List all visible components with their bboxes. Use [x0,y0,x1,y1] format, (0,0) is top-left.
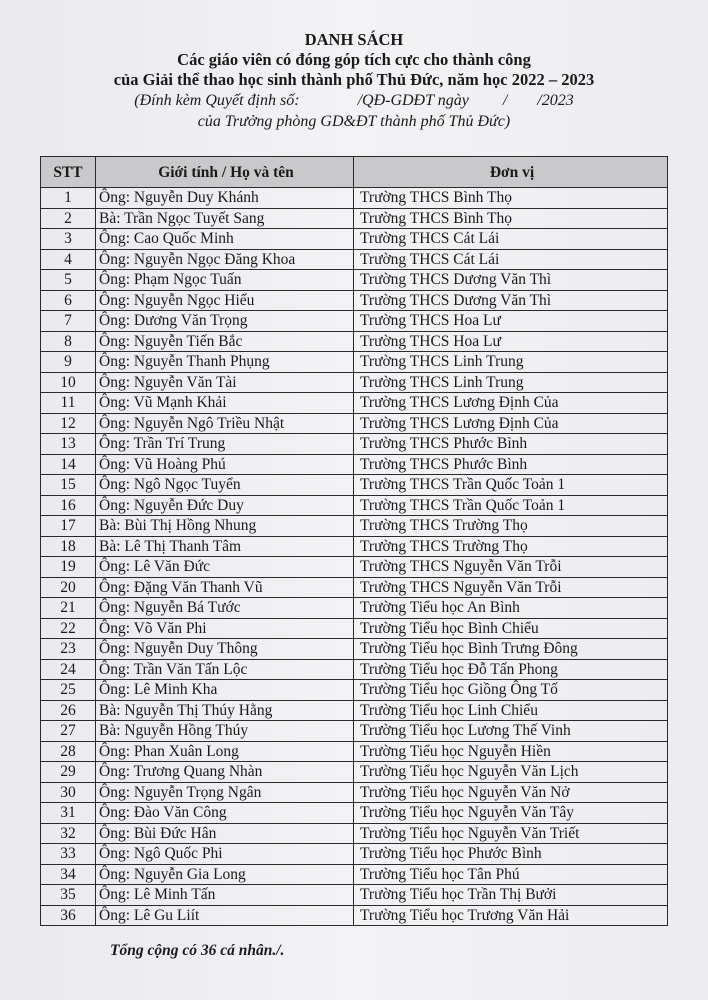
table-row [41,864,668,885]
row-name: Ông: Ngô Ngọc Tuyển [96,475,354,496]
row-unit: Trường Tiểu học Trương Văn Hải [354,905,668,926]
row-name: Ông: Nguyễn Duy Khánh [96,188,354,209]
row-stt: 13 [41,434,96,455]
table-row [41,762,668,783]
row-name: Ông: Nguyễn Ngọc Đăng Khoa [96,249,354,270]
row-name: Ông: Trương Quang Nhàn [96,762,354,783]
row-stt: 9 [41,352,96,373]
table-row [41,413,668,434]
row-stt: 24 [41,659,96,680]
row-name: Ông: Đặng Văn Thanh Vũ [96,577,354,598]
row-name: Bà: Bùi Thị Hồng Nhung [96,516,354,537]
row-stt: 34 [41,864,96,885]
table-row [41,680,668,701]
row-unit: Trường THCS Dương Văn Thì [354,290,668,311]
table-row [41,721,668,742]
row-name: Ông: Lê Gu Liít [96,905,354,926]
table-row [41,885,668,906]
row-unit: Trường Tiểu học Lương Thế Vinh [354,721,668,742]
issuer-line: của Trưởng phòng GD&ĐT thành phố Thủ Đức) [197,113,511,130]
table-row [41,290,668,311]
row-name: Ông: Nguyễn Ngọc Hiếu [96,290,354,311]
row-name: Ông: Nguyễn Bá Tước [96,598,354,619]
row-stt: 22 [41,618,96,639]
row-stt: 30 [41,782,96,803]
row-unit: Trường Tiểu học Bình Trưng Đông [354,639,668,660]
table-row [41,618,668,639]
row-name: Ông: Trần Văn Tấn Lộc [96,659,354,680]
table-row [41,270,668,291]
row-name: Ông: Nguyễn Gia Long [96,864,354,885]
row-stt: 7 [41,311,96,332]
row-name: Bà: Trần Ngọc Tuyết Sang [96,208,354,229]
row-unit: Trường Tiểu học Bình Chiểu [354,618,668,639]
table-row [41,454,668,475]
row-stt: 31 [41,803,96,824]
decision-reference-prefix: (Đính kèm Quyết định số: [134,92,300,109]
table-row [41,516,668,537]
row-unit: Trường Tiểu học Nguyễn Hiền [354,741,668,762]
row-name: Ông: Nguyễn Trọng Ngân [96,782,354,803]
row-stt: 16 [41,495,96,516]
table-row [41,803,668,824]
row-unit: Trường Tiểu học Phước Bình [354,844,668,865]
row-stt: 8 [41,331,96,352]
row-name: Bà: Nguyễn Thị Thúy Hằng [96,700,354,721]
row-unit: Trường THCS Cát Lái [354,229,668,250]
row-stt: 11 [41,393,96,414]
row-unit: Trường Tiểu học Trần Thị Bưởi [354,885,668,906]
table-row [41,352,668,373]
row-stt: 18 [41,536,96,557]
row-stt: 14 [41,454,96,475]
table-row [41,208,668,229]
row-stt: 12 [41,413,96,434]
row-name: Ông: Đào Văn Công [96,803,354,824]
row-name: Ông: Phạm Ngọc Tuấn [96,270,354,291]
header-name: Giới tính / Họ và tên [96,157,354,188]
row-name: Ông: Lê Văn Đức [96,557,354,578]
row-unit: Trường Tiểu học Nguyễn Văn Lịch [354,762,668,783]
row-stt: 10 [41,372,96,393]
row-unit: Trường Tiểu học Linh Chiểu [354,700,668,721]
decision-reference [0,90,708,111]
table-row [41,475,668,496]
row-unit: Trường THCS Lương Định Của [354,393,668,414]
table-row [41,782,668,803]
table-header-row [41,157,668,188]
row-name: Ông: Võ Văn Phi [96,618,354,639]
document-subtitle-line-1: Các giáo viên có đóng góp tích cực cho thành công [177,50,531,69]
row-stt: 35 [41,885,96,906]
row-stt: 6 [41,290,96,311]
row-unit: Trường Tiểu học Nguyễn Văn Triết [354,823,668,844]
document-header [0,30,708,132]
row-unit: Trường THCS Trần Quốc Toản 1 [354,475,668,496]
table-body [41,188,668,926]
row-name: Ông: Lê Minh Kha [96,680,354,701]
document-subtitle-line-2: của Giải thể thao học sinh thành phố Thủ Đức, năm học 2022 – 2023 [113,70,595,89]
row-unit: Trường THCS Cát Lái [354,249,668,270]
row-stt: 33 [41,844,96,865]
row-name: Bà: Nguyễn Hồng Thúy [96,721,354,742]
table-row [41,188,668,209]
document-title: DANH SÁCH [304,30,404,49]
row-name: Ông: Nguyễn Thanh Phụng [96,352,354,373]
header-unit: Đơn vị [354,157,668,188]
row-unit: Trường THCS Nguyễn Văn Trỗi [354,577,668,598]
row-name: Ông: Cao Quốc Minh [96,229,354,250]
row-name: Ông: Bùi Đức Hân [96,823,354,844]
row-name: Ông: Nguyễn Tiến Bắc [96,331,354,352]
row-unit: Trường THCS Bình Thọ [354,188,668,209]
row-unit: Trường THCS Nguyễn Văn Trỗi [354,557,668,578]
row-stt: 27 [41,721,96,742]
row-unit: Trường THCS Dương Văn Thì [354,270,668,291]
table-row [41,577,668,598]
row-stt: 26 [41,700,96,721]
teacher-list-table [40,156,668,926]
table-row [41,700,668,721]
row-stt: 1 [41,188,96,209]
table-row [41,659,668,680]
row-unit: Trường THCS Lương Định Của [354,413,668,434]
table-row [41,823,668,844]
row-name: Ông: Vũ Mạnh Khải [96,393,354,414]
table-row [41,393,668,414]
row-name: Ông: Lê Minh Tấn [96,885,354,906]
row-unit: Trường THCS Phước Bình [354,434,668,455]
table-row [41,905,668,926]
row-unit: Trường THCS Linh Trung [354,352,668,373]
row-name: Ông: Dương Văn Trọng [96,311,354,332]
table-row [41,844,668,865]
row-stt: 2 [41,208,96,229]
row-stt: 3 [41,229,96,250]
row-stt: 29 [41,762,96,783]
table-row [41,639,668,660]
row-name: Ông: Trần Trí Trung [96,434,354,455]
row-stt: 36 [41,905,96,926]
row-stt: 5 [41,270,96,291]
row-unit: Trường Tiểu học Tân Phú [354,864,668,885]
row-stt: 28 [41,741,96,762]
decision-reference-year: /2023 [537,92,574,109]
row-unit: Trường Tiểu học Giồng Ông Tố [354,680,668,701]
table-row [41,495,668,516]
table-row [41,741,668,762]
row-unit: Trường Tiểu học Nguyễn Văn Nở [354,782,668,803]
row-stt: 21 [41,598,96,619]
row-stt: 17 [41,516,96,537]
row-stt: 15 [41,475,96,496]
table-row [41,557,668,578]
row-unit: Trường THCS Hoa Lư [354,331,668,352]
row-name: Ông: Vũ Hoàng Phú [96,454,354,475]
row-unit: Trường Tiểu học Nguyễn Văn Tây [354,803,668,824]
table-row [41,598,668,619]
row-stt: 19 [41,557,96,578]
row-unit: Trường Tiểu học An Bình [354,598,668,619]
table-row [41,229,668,250]
total-summary: Tổng cộng có 36 cá nhân./. [110,942,285,959]
row-name: Ông: Nguyễn Đức Duy [96,495,354,516]
row-unit: Trường THCS Phước Bình [354,454,668,475]
row-unit: Trường THCS Trần Quốc Toản 1 [354,495,668,516]
row-unit: Trường THCS Trường Thọ [354,536,668,557]
header-stt: STT [41,157,96,188]
row-name: Ông: Nguyễn Ngô Triều Nhật [96,413,354,434]
row-name: Ông: Ngô Quốc Phi [96,844,354,865]
row-unit: Trường THCS Linh Trung [354,372,668,393]
row-stt: 32 [41,823,96,844]
row-unit: Trường THCS Trường Thọ [354,516,668,537]
table-row [41,372,668,393]
decision-reference-slash: / [502,92,508,109]
table-row [41,536,668,557]
row-unit: Trường THCS Bình Thọ [354,208,668,229]
table-row [41,434,668,455]
row-stt: 23 [41,639,96,660]
row-name: Ông: Phan Xuân Long [96,741,354,762]
row-unit: Trường THCS Hoa Lư [354,311,668,332]
row-unit: Trường Tiểu học Đỗ Tấn Phong [354,659,668,680]
table-row [41,311,668,332]
row-name: Bà: Lê Thị Thanh Tâm [96,536,354,557]
table-row [41,331,668,352]
table-row [41,249,668,270]
row-stt: 20 [41,577,96,598]
row-name: Ông: Nguyễn Duy Thông [96,639,354,660]
decision-reference-number: /QĐ-GDĐT ngày [357,92,469,109]
row-stt: 4 [41,249,96,270]
row-name: Ông: Nguyễn Văn Tài [96,372,354,393]
row-stt: 25 [41,680,96,701]
